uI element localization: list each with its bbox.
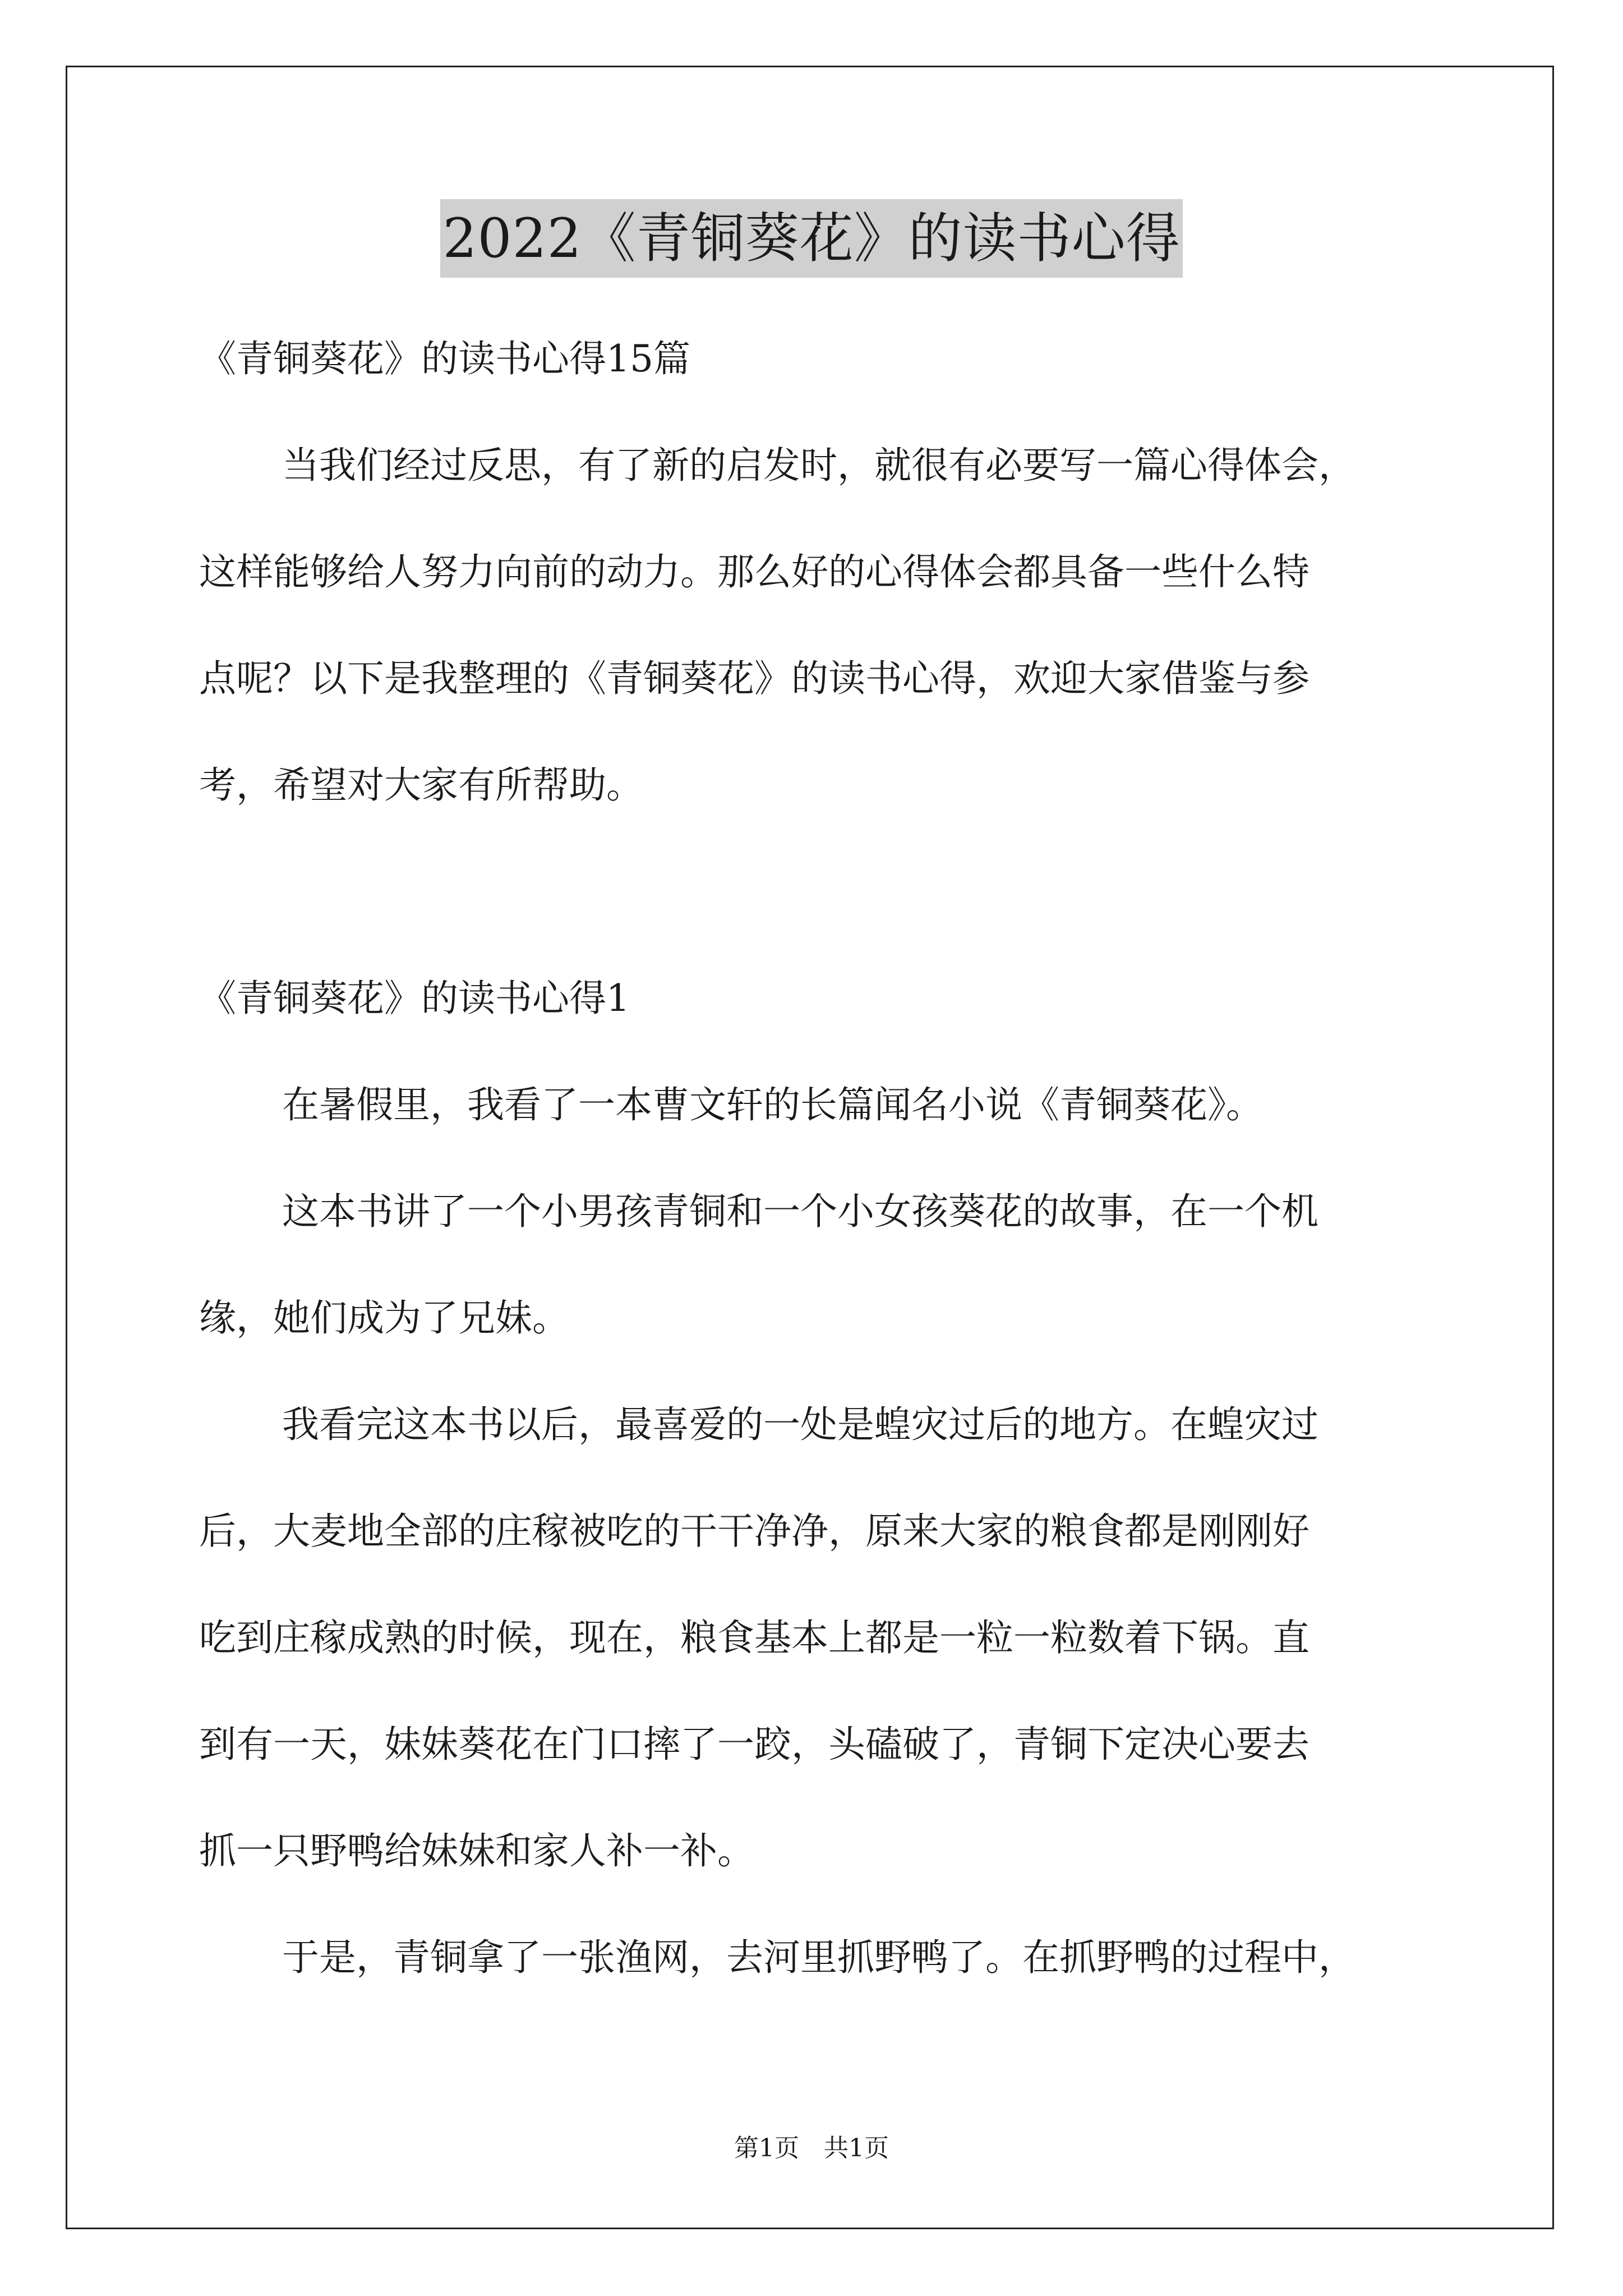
- intro-line: 点呢？以下是我整理的《青铜葵花》的读书心得，欢迎大家借鉴与参: [199, 657, 1310, 700]
- paragraph-line: 到有一天，妹妹葵花在门口摔了一跤，头磕破了，青铜下定决心要去: [199, 1723, 1310, 1766]
- document-body: [199, 306, 1433, 2011]
- section-spacer: [199, 839, 1433, 945]
- title-container: [0, 199, 1623, 278]
- paragraph-line: 于是，青铜拿了一张渔网，去河里抓野鸭了。在抓野鸭的过程中，: [282, 1936, 1355, 1979]
- paragraph-line: 这本书讲了一个小男孩青铜和一个小女孩葵花的故事，在一个机: [282, 1190, 1318, 1233]
- intro-line: 当我们经过反思，有了新的启发时，就很有必要写一篇心得体会，: [282, 444, 1355, 487]
- collection-subtitle: 《青铜葵花》的读书心得15篇: [199, 337, 690, 380]
- paragraph-line: 后，大麦地全部的庄稼被吃的干干净净，原来大家的粮食都是刚刚好: [199, 1510, 1310, 1553]
- paragraph-line: 缘，她们成为了兄妹。: [199, 1296, 569, 1340]
- paragraph-line: 我看完这本书以后，最喜爱的一处是蝗灾过后的地方。在蝗灾过: [282, 1403, 1318, 1446]
- document-title: 2022《青铜葵花》的读书心得: [440, 199, 1182, 278]
- paragraph-line: 吃到庄稼成熟的时候，现在，粮食基本上都是一粒一粒数着下锅。直: [199, 1616, 1310, 1659]
- intro-line: 考，希望对大家有所帮助。: [199, 763, 643, 807]
- paragraph-line: 在暑假里，我看了一本曹文轩的长篇闻名小说《青铜葵花》。: [282, 1083, 1263, 1126]
- page-footer: [0, 2132, 1623, 2165]
- paragraph-line: 抓一只野鸭给妹妹和家人补一补。: [199, 1829, 754, 1872]
- intro-line: 这样能够给人努力向前的动力。那么好的心得体会都具备一些什么特: [199, 550, 1310, 593]
- section-heading: 《青铜葵花》的读书心得1: [199, 977, 630, 1020]
- page-number: 第1页 共1页: [734, 2134, 889, 2162]
